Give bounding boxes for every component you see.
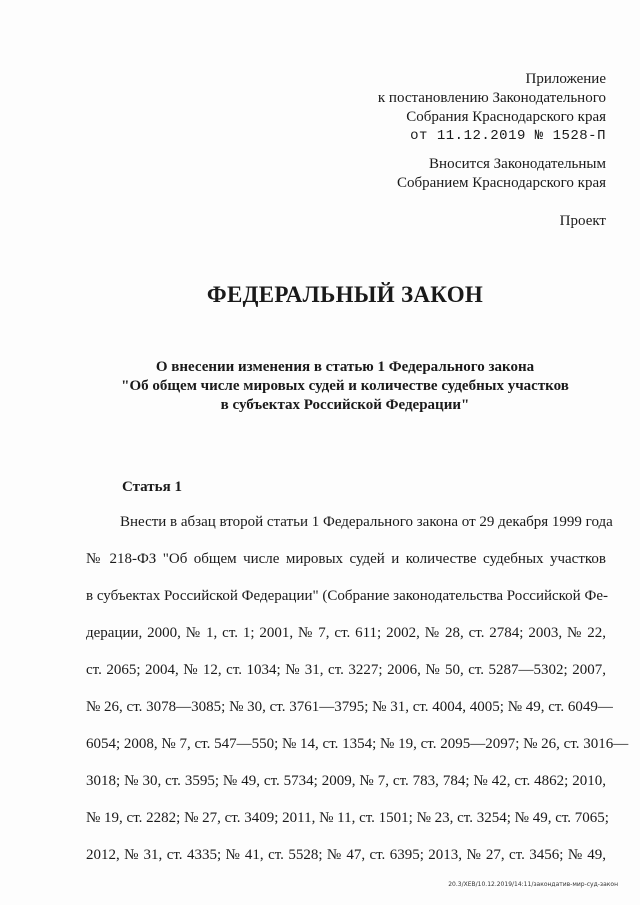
submitted-line-2: Собранием Краснодарского края xyxy=(396,175,606,191)
appendix-assembly-line: Собрания Краснодарского края xyxy=(406,109,606,125)
footer-file-code: 20.3/ХЕВ/10.12.2019/14:11/закондатив-мир-суд-закон xyxy=(448,881,618,888)
body-line: 3018; № 30, ст. 3595; № 49, ст. 5734; 2009, № 7, ст. 783, 784; № 42, ст. 4862; 2010, xyxy=(86,773,606,789)
submitted-by-block xyxy=(397,155,606,193)
body-line: № 19, ст. 2282; № 27, ст. 3409; 2011, № 11, ст. 1501; № 23, ст. 3254; № 49, ст. 7065; xyxy=(86,810,609,826)
article-heading: Статья 1 xyxy=(122,479,182,495)
draft-label: Проект xyxy=(559,213,606,229)
body-line: 2012, № 31, ст. 4335; № 41, ст. 5528; № 47, ст. 6395; 2013, № 27, ст. 3456; № 49, xyxy=(86,847,606,863)
subject-line-1: О внесении изменения в статью 1 Федерального закона xyxy=(155,359,535,375)
appendix-date-number-stamp: от 11.12.2019 № 1528-П xyxy=(410,128,606,144)
body-line: в субъектах Российской Федерации" (Собрание законодательства Российской Фе- xyxy=(86,588,608,604)
body-line: дерации, 2000, № 1, ст. 1; 2001, № 7, ст. 611; 2002, № 28, ст. 2784; 2003, № 22, xyxy=(86,625,606,641)
body-line: № 218-ФЗ "Об общем числе мировых судей и количестве судебных участков xyxy=(86,551,606,567)
subject-line-2: "Об общем числе мировых судей и количестве судебных участков xyxy=(121,378,569,394)
body-line: Внести в абзац второй статьи 1 Федерального закона от 29 декабря 1999 года xyxy=(120,514,613,530)
law-title: ФЕДЕРАЛЬНЫЙ ЗАКОН xyxy=(206,282,484,307)
subject-line-3: в субъектах Российской Федерации" xyxy=(220,397,470,413)
body-line: ст. 2065; 2004, № 12, ст. 1034; № 31, ст. 3227; 2006, № 50, ст. 5287—5302; 2007, xyxy=(86,662,606,678)
appendix-resolution-line: к постановлению Законодательного xyxy=(377,90,606,106)
submitted-line-1: Вносится Законодательным xyxy=(429,156,606,172)
appendix-block xyxy=(378,70,606,146)
appendix-label: Приложение xyxy=(525,71,606,87)
body-line: 6054; 2008, № 7, ст. 547—550; № 14, ст. 1354; № 19, ст. 2095—2097; № 26, ст. 3016— xyxy=(86,736,629,752)
law-subject xyxy=(0,358,640,415)
body-line: № 26, ст. 3078—3085; № 30, ст. 3761—3795; № 31, ст. 4004, 4005; № 49, ст. 6049— xyxy=(86,699,613,715)
